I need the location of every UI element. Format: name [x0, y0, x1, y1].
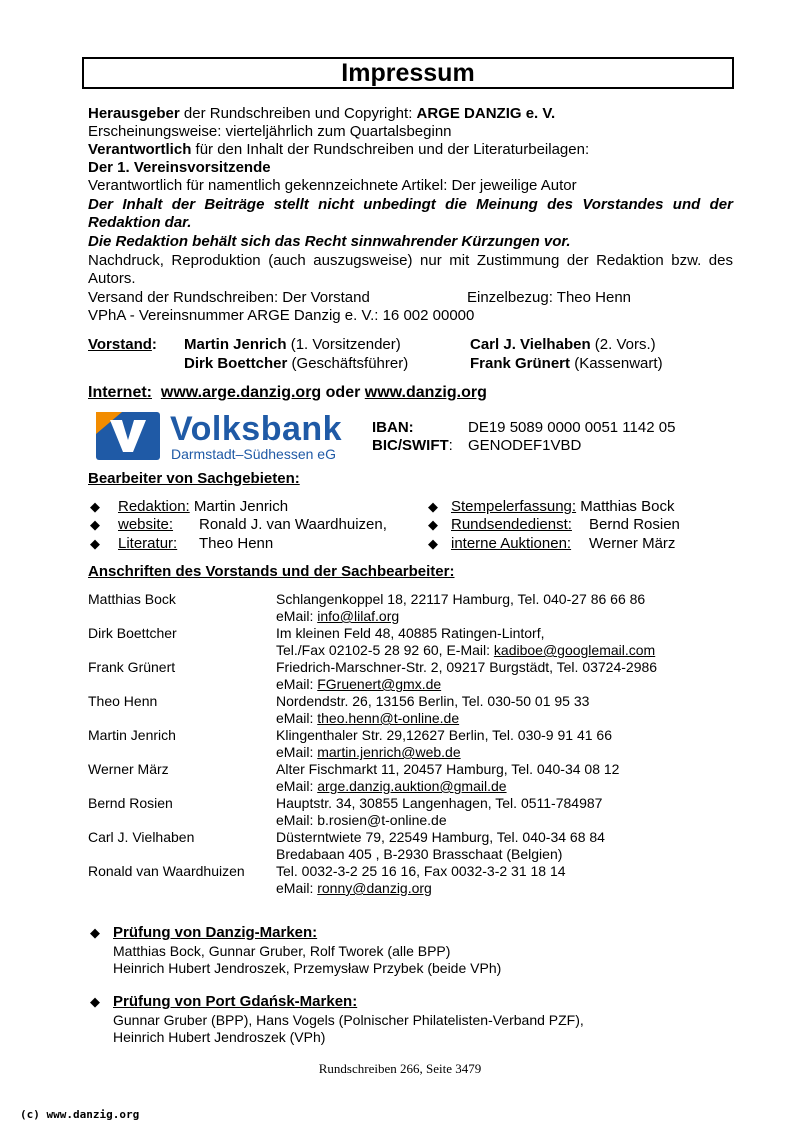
address-line: Tel. 0032-3-2 25 16 16, Fax 0032-3-2 31 18 14 [276, 863, 566, 879]
board-member: Carl J. Vielhaben (2. Vors.) [470, 336, 656, 353]
disclaimer-edits: Die Redaktion behält sich das Recht sinnwahrender Kürzungen vor. [88, 233, 571, 250]
publisher-text: der Rundschreiben und Copyright: [179, 105, 417, 122]
bullet-diamond-icon: ◆ [90, 517, 100, 532]
volksbank-subtitle: Darmstadt–Südhessen eG [171, 446, 336, 462]
bullet-diamond-icon: ◆ [90, 499, 100, 514]
address-contact: eMail: b.rosien@t-online.de [276, 812, 447, 828]
section-heading-addresses: Anschriften des Vorstands und der Sachbearbeiter: [88, 563, 455, 580]
address-name: Frank Grünert [88, 659, 176, 675]
website-link-danzig[interactable]: www.danzig.org [364, 384, 487, 401]
board-member: Dirk Boettcher (Geschäftsführer) [184, 355, 409, 372]
editor-item-label: interne Auktionen: [451, 535, 572, 552]
email-link[interactable]: FGruenert@gmx.de [317, 676, 442, 692]
section-heading-gdansk-expertise: Prüfung von Port Gdańsk-Marken: [113, 993, 358, 1010]
editor-item-name: Theo Henn [199, 535, 274, 552]
address-line: Friedrich-Marschner-Str. 2, 09217 Burgstädt, Tel. 03724-2986 [276, 659, 658, 675]
address-contact: eMail: FGruenert@gmx.de [276, 676, 442, 692]
volksbank-v-icon [96, 412, 160, 460]
gdansk-expertise-line: Gunnar Gruber (BPP), Hans Vogels (Polnischer Philatelisten-Verband PZF), [113, 1012, 584, 1028]
address-contact: eMail: theo.henn@t-online.de [276, 710, 460, 726]
editor-item-name: Bernd Rosien [589, 516, 680, 533]
address-name: Werner März [88, 761, 169, 777]
page-title: Impressum [82, 57, 734, 89]
address-contact: eMail: ronny@danzig.org [276, 880, 432, 896]
bullet-diamond-icon: ◆ [428, 499, 438, 514]
volksbank-wordmark: Volksbank [170, 410, 343, 448]
address-contact: eMail: info@lilaf.org [276, 608, 400, 624]
address-line: Alter Fischmarkt 11, 20457 Hamburg, Tel. 040-34 08 12 [276, 761, 620, 777]
editor-item: Redaktion: Martin Jenrich [118, 498, 289, 515]
copyright-notice: (c) www.danzig.org [20, 1108, 140, 1121]
section-heading-danzig-expertise: Prüfung von Danzig-Marken: [113, 924, 318, 941]
address-line: Schlangenkoppel 18, 22117 Hamburg, Tel. 040-27 86 66 86 [276, 591, 646, 607]
board-member: Frank Grünert (Kassenwart) [470, 355, 663, 372]
editor-item-label: Literatur: [118, 535, 178, 552]
email-link[interactable]: kadiboe@googlemail.com [493, 642, 656, 658]
address-line: Hauptstr. 34, 30855 Langenhagen, Tel. 0511-784987 [276, 795, 603, 811]
responsible-label: Verantwortlich [88, 141, 192, 158]
publisher-line [88, 105, 555, 123]
email-link[interactable]: ronny@danzig.org [317, 880, 432, 896]
association-number: VPhA - Vereinsnummer ARGE Danzig e. V.: 16 002 00000 [88, 307, 475, 324]
address-contact: eMail: arge.danzig.auktion@gmail.de [276, 778, 507, 794]
internet-line: Internet: www.arge.danzig.org oder www.danzig.org [88, 384, 487, 401]
bullet-diamond-icon: ◆ [428, 536, 438, 551]
publisher-name: ARGE DANZIG e. V. [416, 105, 556, 122]
address-name: Ronald van Waardhuizen [88, 863, 245, 879]
iban-label: IBAN: [372, 419, 414, 436]
address-name: Matthias Bock [88, 591, 176, 607]
volksbank-logo-mark [96, 412, 160, 460]
reprint-notice: Nachdruck, Reproduktion (auch auszugsweise) nur mit Zustimmung der Redaktion bzw. des Autors. [88, 252, 733, 287]
email-link[interactable]: martin.jenrich@web.de [317, 744, 461, 760]
shipping-line: Versand der Rundschreiben: Der Vorstand [88, 289, 370, 306]
email-link[interactable]: theo.henn@t-online.de [317, 710, 460, 726]
address-contact: Tel./Fax 02102-5 28 92 60, E-Mail: kadiboe@googlemail.com [276, 642, 656, 658]
gdansk-expertise-line: Heinrich Hubert Jendroszek (VPh) [113, 1029, 326, 1045]
address-name: Dirk Boettcher [88, 625, 177, 641]
email-link[interactable]: arge.danzig.auktion@gmail.de [317, 778, 507, 794]
address-line: Düsterntwiete 79, 22549 Hamburg, Tel. 040-34 68 84 [276, 829, 605, 845]
bullet-diamond-icon: ◆ [90, 536, 100, 551]
publisher-label: Herausgeber [88, 105, 180, 122]
address-name: Theo Henn [88, 693, 158, 709]
address-line: Im kleinen Feld 48, 40885 Ratingen-Lintorf, [276, 625, 545, 641]
email-link[interactable]: info@lilaf.org [317, 608, 400, 624]
address-line: Klingenthaler Str. 29,12627 Berlin, Tel. 030-9 91 41 66 [276, 727, 612, 743]
internet-label: Internet: [88, 384, 152, 401]
danzig-expertise-line: Heinrich Hubert Jendroszek, Przemysław Przybek (beide VPh) [113, 960, 502, 976]
address-name: Bernd Rosien [88, 795, 173, 811]
author-responsibility: Verantwortlich für namentlich gekennzeichnete Artikel: Der jeweilige Autor [88, 177, 577, 194]
publication-frequency: Erscheinungsweise: vierteljährlich zum Quartalsbeginn [88, 123, 452, 140]
page-footer: Rundschreiben 266, Seite 3479 [318, 1061, 482, 1076]
address-name: Martin Jenrich [88, 727, 176, 743]
editor-item-label: website: [118, 516, 174, 533]
bullet-diamond-icon: ◆ [90, 994, 100, 1009]
bic-label: BIC/SWIFT: [372, 437, 453, 454]
board-label: Vorstand: [88, 336, 157, 353]
board-member: Martin Jenrich (1. Vorsitzender) [184, 336, 401, 353]
website-link-arge[interactable]: www.arge.danzig.org [160, 384, 322, 401]
address-contact: eMail: martin.jenrich@web.de [276, 744, 461, 760]
chairman-line: Der 1. Vereinsvorsitzende [88, 159, 271, 176]
disclaimer-opinion: Der Inhalt der Beiträge stellt nicht unbedingt die Meinung des Vorstandes und der Redaktion dar. [88, 196, 733, 231]
danzig-expertise-line: Matthias Bock, Gunnar Gruber, Rolf Tworek (alle BPP) [113, 943, 451, 959]
editor-item-name: Ronald J. van Waardhuizen, [199, 516, 387, 533]
address-name: Carl J. Vielhaben [88, 829, 195, 845]
address-line: Nordendstr. 26, 13156 Berlin, Tel. 030-50 01 95 33 [276, 693, 590, 709]
editor-item-name: Werner März [589, 535, 676, 552]
editor-item-label: Rundsendedienst: [451, 516, 572, 533]
bullet-diamond-icon: ◆ [90, 925, 100, 940]
iban-value: DE19 5089 0000 0051 1142 05 [468, 419, 676, 436]
address-contact: Bredabaan 405 , B-2930 Brasschaat (Belgien) [276, 846, 563, 862]
bic-value: GENODEF1VBD [468, 437, 582, 454]
responsible-text: für den Inhalt der Rundschreiben und der Literaturbeilagen: [191, 141, 590, 158]
single-copy-line: Einzelbezug: Theo Henn [467, 289, 632, 306]
bullet-diamond-icon: ◆ [428, 517, 438, 532]
section-heading-editors: Bearbeiter von Sachgebieten: [88, 470, 300, 487]
editor-item: Stempelerfassung: Matthias Bock [451, 498, 675, 515]
responsible-line [88, 141, 589, 159]
volksbank-logo [96, 412, 352, 462]
